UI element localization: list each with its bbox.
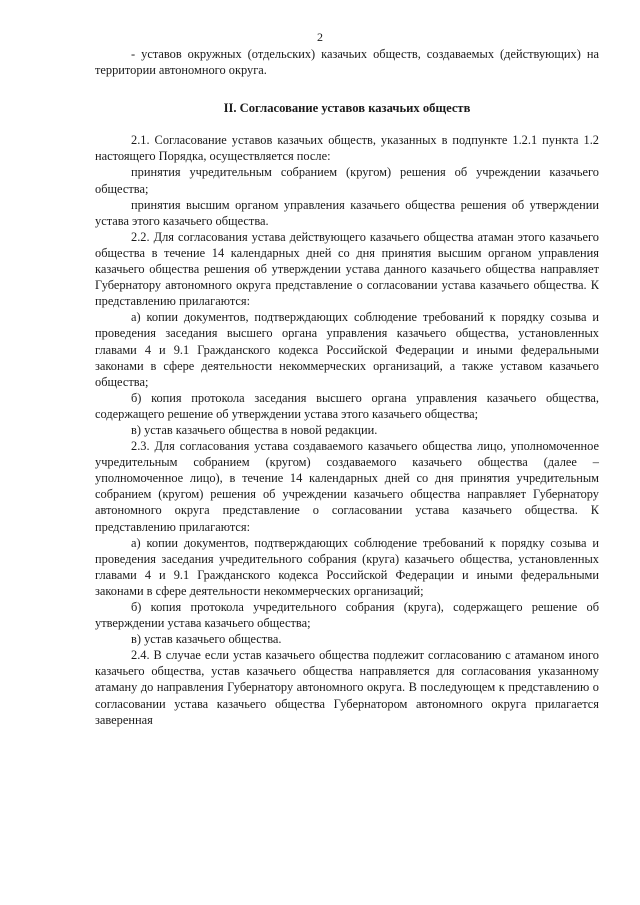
page-number: 2 [317,30,323,44]
paragraph-2-3: 2.3. Для согласования устава создаваемого казачьего общества лицо, уполномоченное учредительным собранием (кругом) создаваемого казачьего общества (далее – уполномоченное лицо), в течение 14 календарных дней со дня принятия учредительным собранием (кругом) решения об учреждении казачьего общества направляет Губернатору автономного округа представление о согласовании устава казачьего общества. К представлению прилагаются: [95,439,599,534]
paragraph-2-1-item-1: принятия учредительным собранием (кругом) решения об учреждении казачьего общества; [95,165,599,196]
document-body [95,46,599,728]
paragraph-2-2-c: в) устав казачьего общества в новой редакции. [131,422,378,437]
intro-paragraph: - уставов окружных (отдельских) казачьих обществ, создаваемых (действующих) на территории автономного округа. [95,47,599,78]
paragraph-2-3-c: в) устав казачьего общества. [131,632,282,647]
paragraph-2-2: 2.2. Для согласования устава действующего казачьего общества атаман этого казачьего общества в течение 14 календарных дней со дня принятия высшим органом управления казачьего общества решения об утверждении устава данного казачьего общества направляет Губернатору автономного округа представление о согласовании устава казачьего общества. К представлению прилагаются: [95,229,599,309]
paragraph-2-2-b: б) копия протокола заседания высшего органа управления казачьего общества, содержащего решение об утверждении устава этого казачьего общества; [95,390,599,421]
paragraph-2-1-item-2: принятия высшим органом управления казачьего общества решения об утверждении устава этого казачьего общества. [95,197,599,228]
paragraph-2-3-a: а) копии документов, подтверждающих соблюдение требований к порядку созыва и проведения заседания учредительного собрания (круга) казачьего общества, установленных главами 4 и 9.1 Гражданского кодекса Российской Федерации и иными федеральными законами в сфере деятельности некоммерческих организаций; [95,535,599,598]
paragraph-2-4: 2.4. В случае если устав казачьего общества подлежит согласованию с атаманом иного казачьего общества, устав казачьего общества направляется для согласования указанному атаману до направления Губернатору автономного округа. В последующем к представлению о согласовании устава казачьего общества Губернатором автономного округа прилагается заверенная [95,648,599,727]
section-title: II. Согласование уставов казачьих обществ [223,101,471,116]
paragraph-2-3-b: б) копия протокола учредительного собрания (круга), содержащего решение об утверждении устава казачьего общества; [95,600,599,631]
paragraph-2-2-a: а) копии документов, подтверждающих соблюдение требований к порядку созыва и проведения заседания высшего органа управления казачьего общества, установленных главами 4 и 9.1 Гражданского кодекса Российской Федерации и иными федеральными законами в сфере деятельности некоммерческих организаций, а также уставом казачьего общества; [95,310,599,389]
paragraph-2-1: 2.1. Согласование уставов казачьих обществ, указанных в подпункте 1.2.1 пункта 1.2 настоящего Порядка, осуществляется после: [95,133,599,164]
